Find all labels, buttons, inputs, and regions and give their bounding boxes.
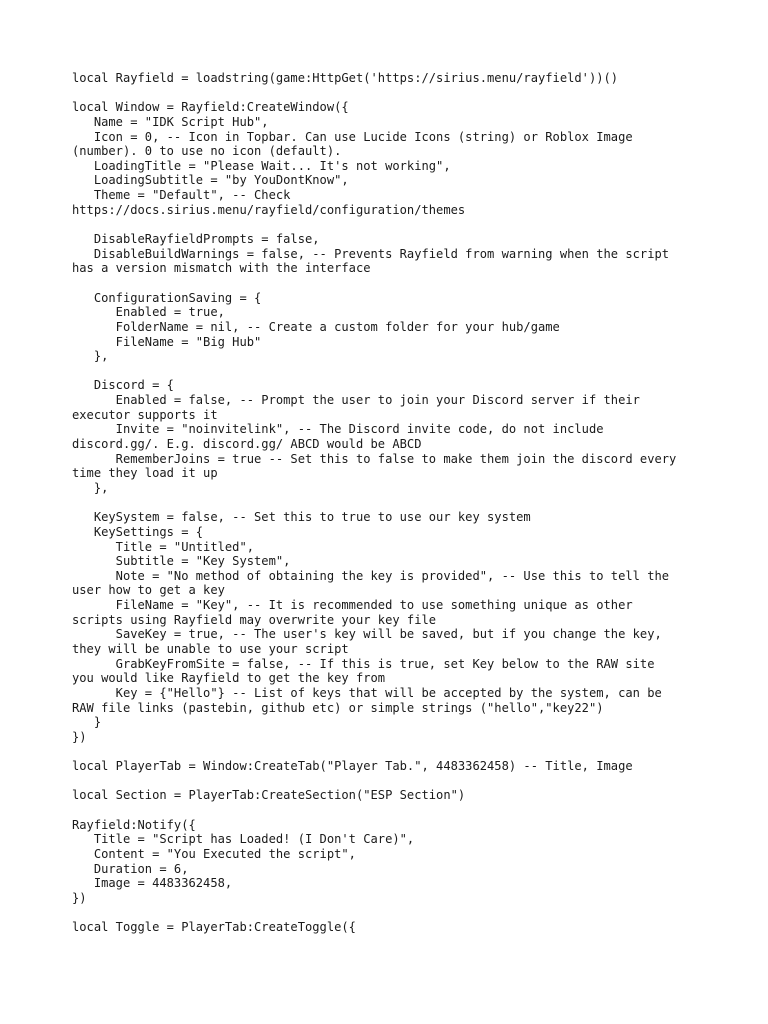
code-line: (number). 0 to use no icon (default). xyxy=(72,144,342,159)
code-line: Enabled = true, xyxy=(72,305,225,320)
code-line: executor supports it xyxy=(72,407,218,422)
code-line: KeySystem = false, -- Set this to true to use our key system xyxy=(72,510,531,525)
code-line: discord.gg/. E.g. discord.gg/ ABCD would be ABCD xyxy=(72,437,422,452)
code-line: Theme = "Default", -- Check xyxy=(72,188,291,203)
code-line: FolderName = nil, -- Create a custom folder for your hub/game xyxy=(72,319,560,334)
code-line: } xyxy=(72,715,102,730)
code-line: Name = "IDK Script Hub", xyxy=(72,114,269,129)
code-line: Enabled = false, -- Prompt the user to join your Discord server if their xyxy=(72,393,640,408)
code-line xyxy=(72,803,702,818)
code-line: }) xyxy=(72,729,87,744)
code-line: Key = {"Hello"} -- List of keys that will be accepted by the system, can be xyxy=(72,685,662,700)
code-line: they will be unable to use your script xyxy=(72,641,349,656)
code-line: KeySettings = { xyxy=(72,524,204,539)
code-line: you would like Rayfield to get the key from xyxy=(72,671,386,686)
code-line: has a version mismatch with the interface xyxy=(72,261,371,276)
code-line: }, xyxy=(72,480,109,495)
code-line: Rayfield:Notify({ xyxy=(72,817,196,832)
code-line: Duration = 6, xyxy=(72,861,189,876)
code-line: Subtitle = "Key System", xyxy=(72,554,291,569)
code-line: GrabKeyFromSite = false, -- If this is true, set Key below to the RAW site xyxy=(72,656,655,671)
code-line xyxy=(72,86,702,101)
code-line: FileName = "Key", -- It is recommended to use something unique as other xyxy=(72,598,633,613)
code-line: https://docs.sirius.menu/rayfield/configuration/themes xyxy=(72,202,466,217)
code-line xyxy=(72,906,702,921)
code-line xyxy=(72,364,702,379)
code-line: }) xyxy=(72,890,87,905)
code-line: LoadingTitle = "Please Wait... It's not working", xyxy=(72,158,451,173)
code-line: Note = "No method of obtaining the key is provided", -- Use this to tell the xyxy=(72,568,670,583)
code-line xyxy=(72,774,702,789)
code-line: local Toggle = PlayerTab:CreateToggle({ xyxy=(72,920,356,935)
code-line: user how to get a key xyxy=(72,583,225,598)
code-line xyxy=(72,217,702,232)
code-line: local Window = Rayfield:CreateWindow({ xyxy=(72,100,349,115)
code-line: Title = "Untitled", xyxy=(72,539,255,554)
code-line xyxy=(72,744,702,759)
code-line xyxy=(72,276,702,291)
code-line: DisableRayfieldPrompts = false, xyxy=(72,232,320,247)
code-line: Content = "You Executed the script", xyxy=(72,846,356,861)
code-line: local PlayerTab = Window:CreateTab("Player Tab.", 4483362458) -- Title, Image xyxy=(72,759,633,774)
code-line: Image = 4483362458, xyxy=(72,876,233,891)
code-line: Title = "Script has Loaded! (I Don't Care)", xyxy=(72,832,415,847)
code-line: }, xyxy=(72,349,109,364)
code-line: RememberJoins = true -- Set this to false to make them join the discord every xyxy=(72,451,677,466)
code-line: time they load it up xyxy=(72,466,218,481)
code-line xyxy=(72,496,702,511)
code-line: scripts using Rayfield may overwrite your key file xyxy=(72,612,437,627)
code-line: LoadingSubtitle = "by YouDontKnow", xyxy=(72,173,349,188)
code-line: RAW file links (pastebin, github etc) or simple strings ("hello","key22") xyxy=(72,700,604,715)
code-line: DisableBuildWarnings = false, -- Prevents Rayfield from warning when the script xyxy=(72,246,670,261)
code-line: SaveKey = true, -- The user's key will be saved, but if you change the key, xyxy=(72,627,662,642)
code-line: Invite = "noinvitelink", -- The Discord invite code, do not include xyxy=(72,422,604,437)
code-line: Icon = 0, -- Icon in Topbar. Can use Lucide Icons (string) or Roblox Image xyxy=(72,129,633,144)
code-block xyxy=(72,71,702,935)
code-line: ConfigurationSaving = { xyxy=(72,290,262,305)
code-line: local Rayfield = loadstring(game:HttpGet('https://sirius.menu/rayfield'))() xyxy=(72,71,619,85)
code-line: FileName = "Big Hub" xyxy=(72,334,262,349)
code-line: local Section = PlayerTab:CreateSection("ESP Section") xyxy=(72,788,466,803)
code-line: Discord = { xyxy=(72,378,174,393)
